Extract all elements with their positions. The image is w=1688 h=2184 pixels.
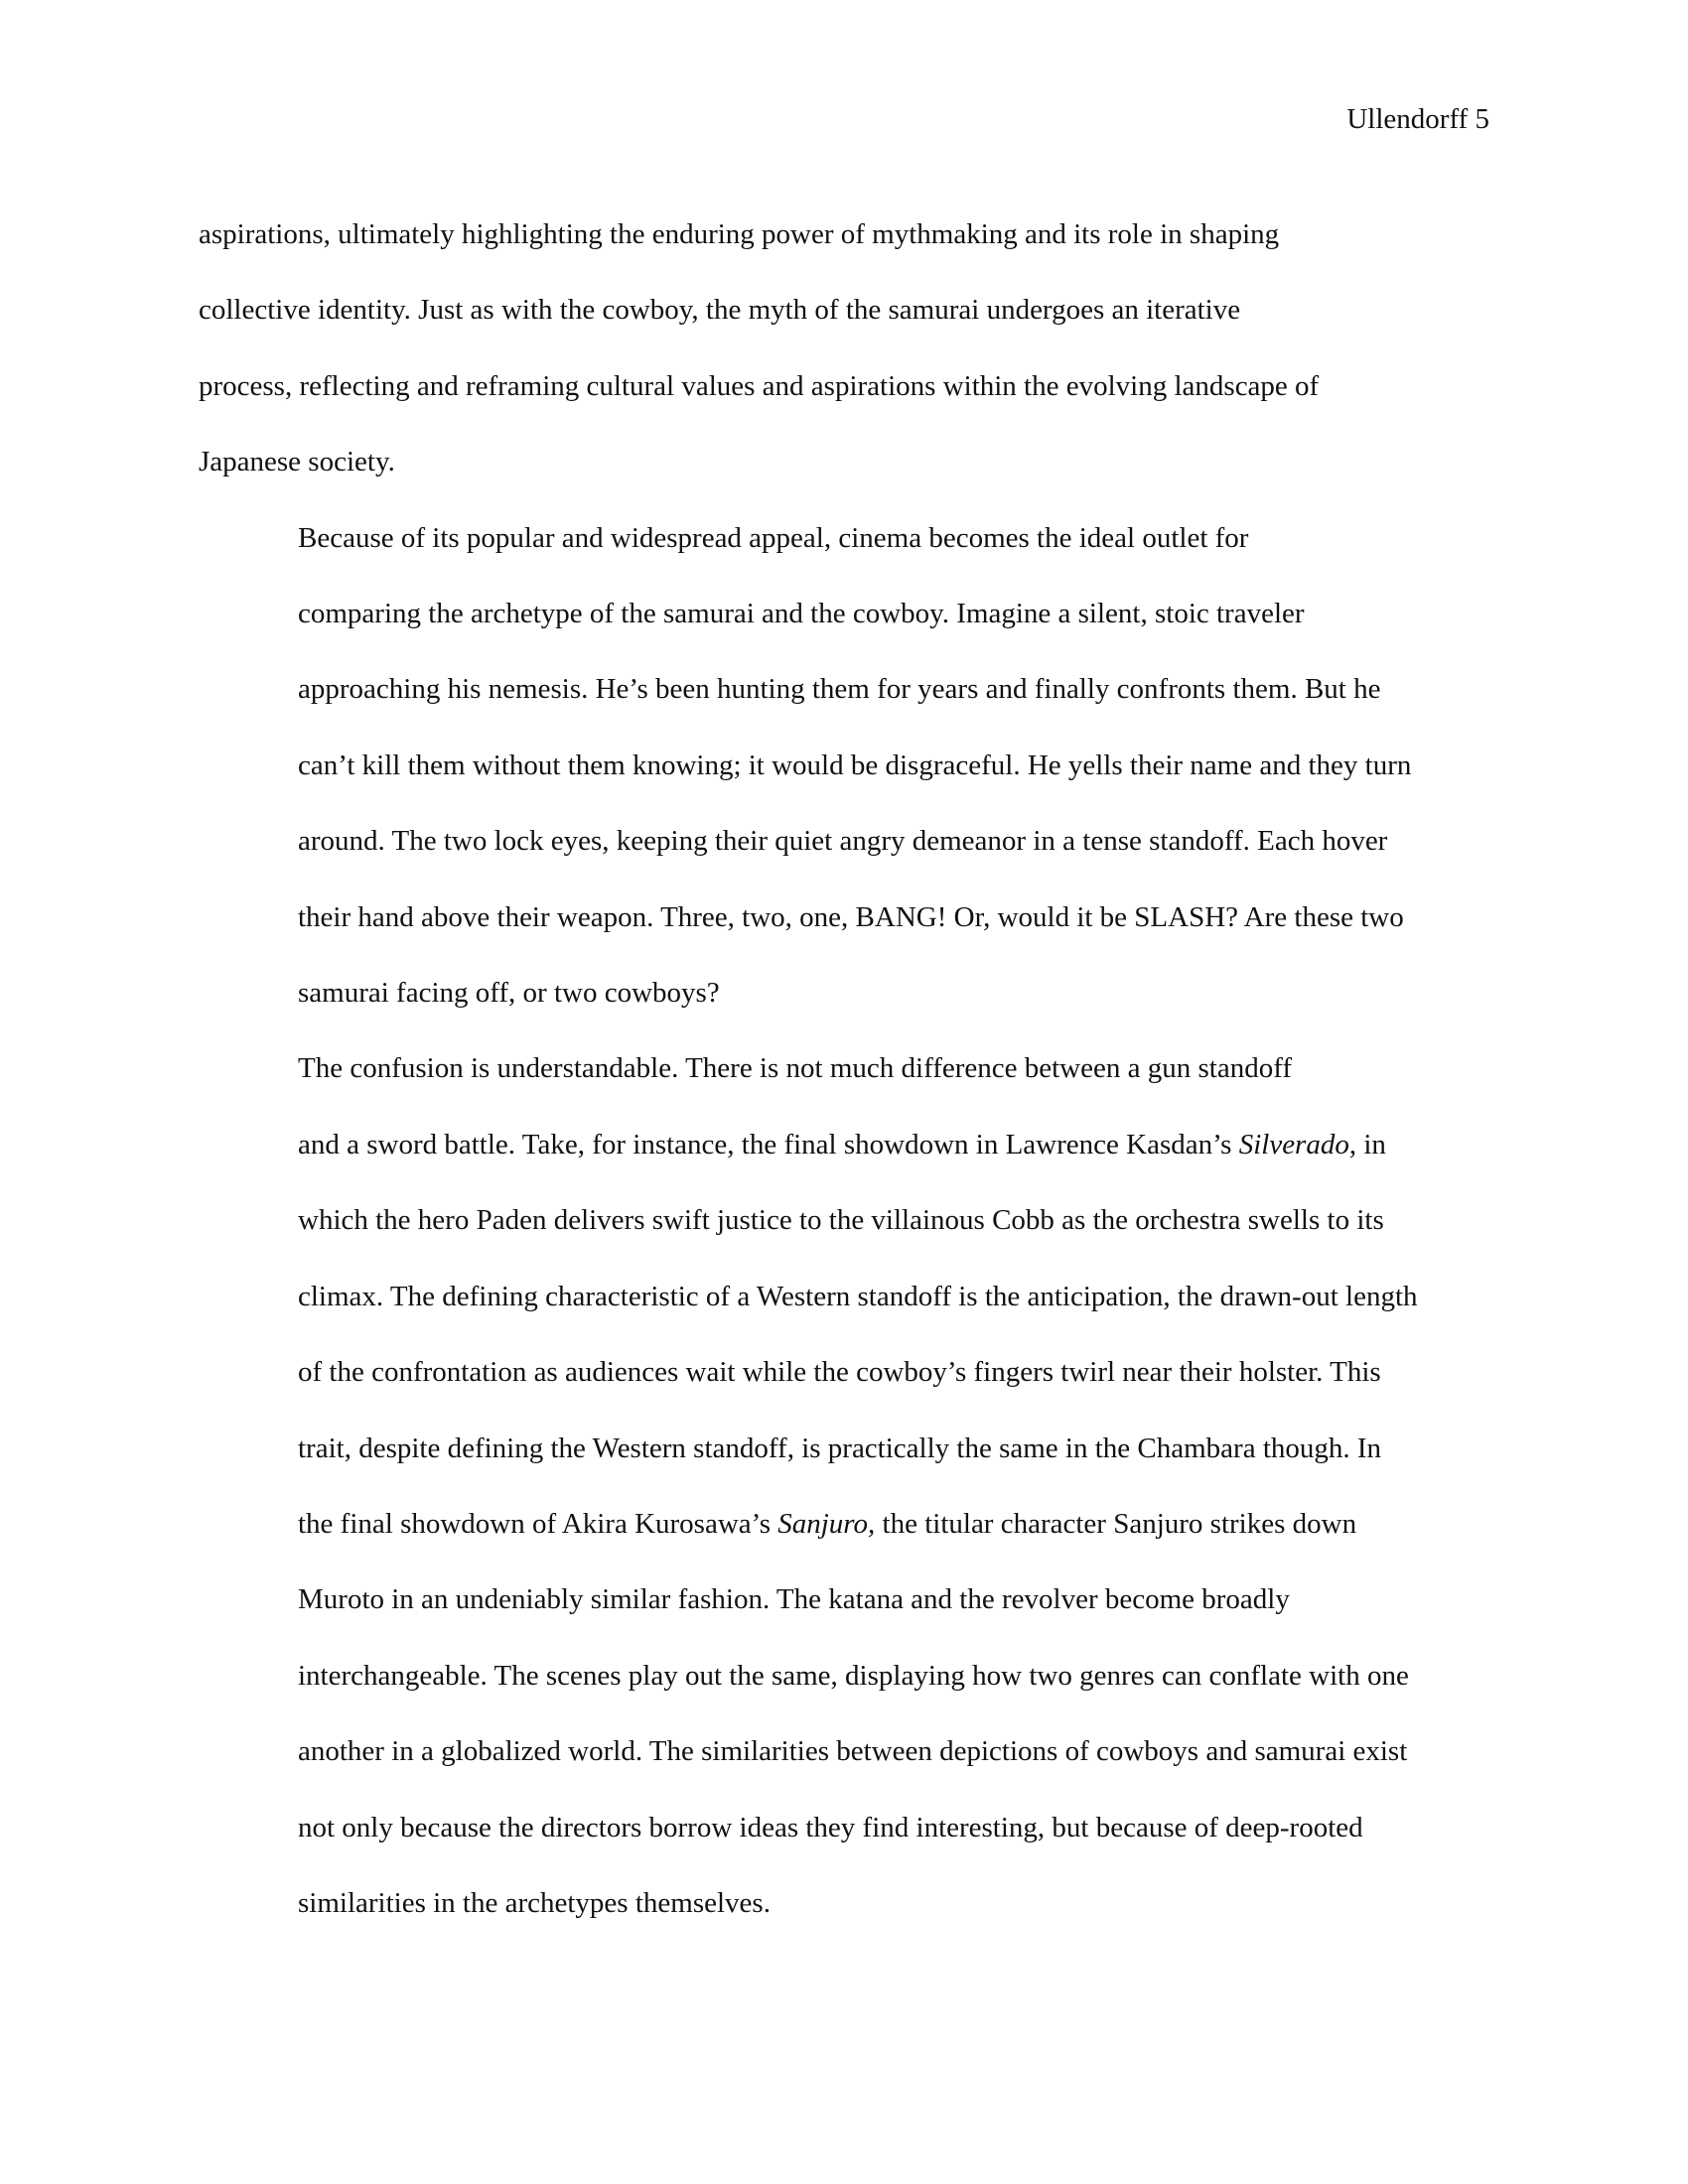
text-line: climax. The defining characteristic of a Western standoff is the anticipation, the drawn-out length	[298, 1280, 1418, 1312]
text-line: interchangeable. The scenes play out the same, displaying how two genres can conflate with one	[298, 1659, 1409, 1692]
film-title-silverado: Silverado	[1238, 1128, 1349, 1160]
paragraph-1	[199, 197, 1499, 500]
text-line: process, reflecting and reframing cultural values and aspirations within the evolving landscape of	[199, 369, 1320, 402]
text-line: their hand above their weapon. Three, two, one, BANG! Or, would it be SLASH? Are these two	[298, 900, 1404, 933]
paragraph-2	[199, 500, 1499, 1031]
text-line: not only because the directors borrow ideas they find interesting, but because of deep-rooted	[298, 1811, 1363, 1843]
text-line: which the hero Paden delivers swift justice to the villainous Cobb as the orchestra swells to its	[298, 1204, 1384, 1237]
film-title-sanjuro: Sanjuro,	[777, 1507, 876, 1540]
text-line: approaching his nemesis. He’s been hunting them for years and finally confronts them. But he	[298, 673, 1381, 706]
text-run: , in	[1348, 1128, 1386, 1160]
text-line: samurai facing off, or two cowboys?	[298, 977, 720, 1010]
text-run: the titular character Sanjuro strikes down	[875, 1507, 1357, 1540]
text-run: and a sword battle. Take, for instance, the final showdown in Lawrence Kasdan’s	[298, 1128, 1239, 1160]
text-line: trait, despite defining the Western standoff, is practically the same in the Chambara though. In	[298, 1432, 1382, 1464]
paragraph-3	[199, 1030, 1499, 1941]
text-line: The confusion is understandable. There is not much difference between a gun standoff	[298, 1052, 1292, 1085]
body-text	[199, 197, 1499, 1941]
text-line: Because of its popular and widespread appeal, cinema becomes the ideal outlet for	[298, 521, 1249, 554]
text-line	[199, 1107, 1499, 1182]
text-run: the final showdown of Akira Kurosawa’s	[298, 1507, 778, 1540]
text-line: collective identity. Just as with the cowboy, the myth of the samurai undergoes an iterative	[199, 294, 1241, 327]
text-line: another in a globalized world. The similarities between depictions of cowboys and samurai exist	[298, 1735, 1408, 1768]
text-line: comparing the archetype of the samurai and the cowboy. Imagine a silent, stoic traveler	[298, 598, 1305, 630]
text-line: of the confrontation as audiences wait while the cowboy’s fingers twirl near their holster. This	[298, 1356, 1381, 1389]
text-line	[199, 1486, 1499, 1562]
text-line: Muroto in an undeniably similar fashion. The katana and the revolver become broadly	[298, 1583, 1290, 1616]
text-line: Japanese society.	[199, 446, 395, 478]
text-line: aspirations, ultimately highlighting the enduring power of mythmaking and its role in shaping	[199, 218, 1280, 250]
running-head: Ullendorff 5	[1346, 103, 1489, 135]
text-line: similarities in the archetypes themselves.	[298, 1886, 771, 1919]
text-line: can’t kill them without them knowing; it would be disgraceful. He yells their name and they turn	[298, 749, 1412, 781]
text-line: around. The two lock eyes, keeping their quiet angry demeanor in a tense standoff. Each hover	[298, 825, 1388, 858]
